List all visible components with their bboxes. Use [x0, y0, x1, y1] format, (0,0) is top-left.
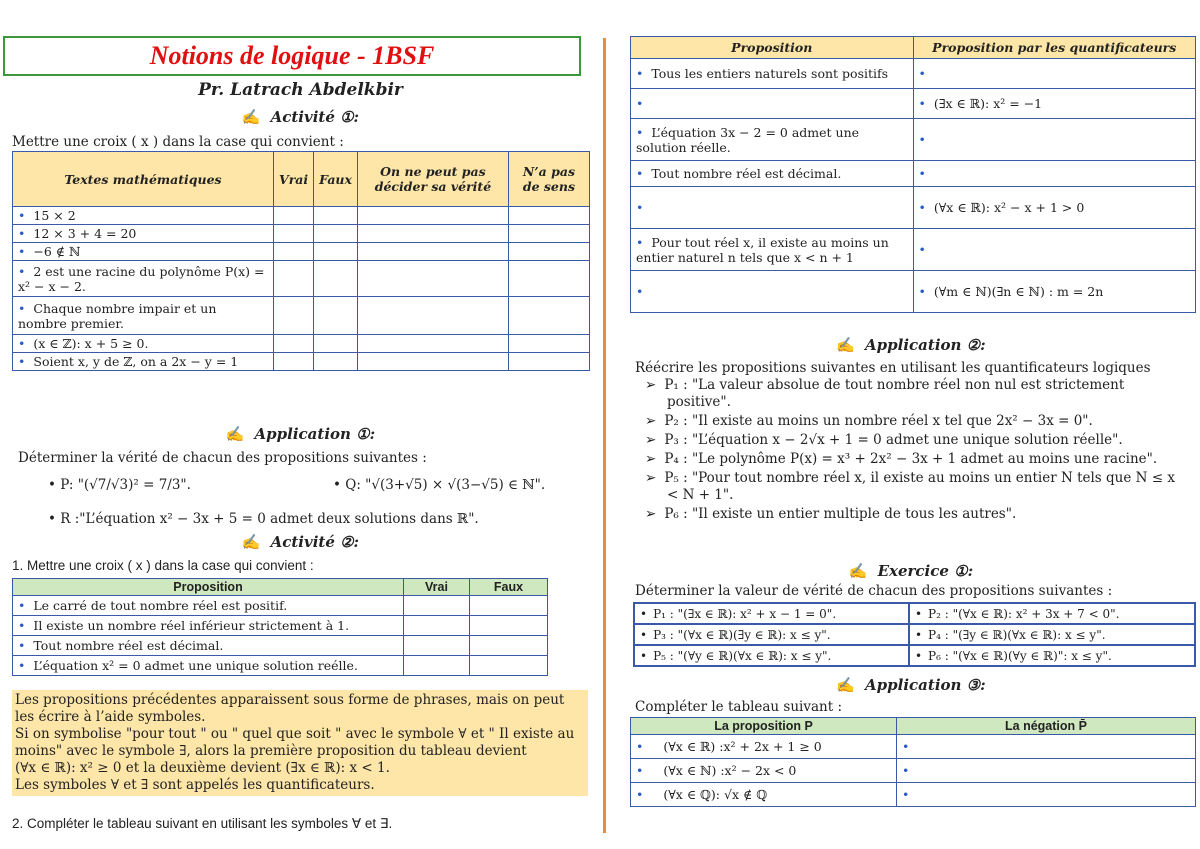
col-header: Textes mathématiques — [13, 152, 274, 207]
quant-cell: • — [913, 119, 1196, 161]
answer-cell[interactable]: • — [897, 735, 1196, 759]
table-row — [631, 735, 1196, 759]
answer-cell[interactable] — [404, 636, 470, 656]
answer-cell[interactable] — [357, 225, 508, 243]
pen-icon: ✍ — [241, 108, 261, 126]
table-row — [13, 261, 590, 297]
answer-cell[interactable]: • — [897, 759, 1196, 783]
activite1-table — [12, 151, 590, 371]
prop-q: • Q: "√(3+√5) × √(3−√5) ∈ ℕ". — [333, 477, 546, 493]
list-item: ➢ P₃ : "L’équation x − 2√x + 1 = 0 admet une unique solution réelle". — [645, 432, 1123, 448]
answer-cell[interactable] — [508, 297, 589, 335]
application3-instruction: Compléter le tableau suivant : — [635, 699, 842, 715]
col-header: La proposition P — [631, 718, 897, 735]
table-row — [13, 353, 590, 371]
activite2-q1: 1. Mettre une croix ( x ) dans la case qui convient : — [12, 558, 314, 573]
answer-cell[interactable] — [314, 297, 358, 335]
col-header: Proposition par les quantificateurs — [913, 37, 1196, 59]
quant-cell: • — [631, 271, 914, 313]
col-header: N’a pas de sens — [508, 152, 589, 207]
answer-cell[interactable] — [357, 297, 508, 335]
answer-cell[interactable] — [508, 207, 589, 225]
answer-cell[interactable] — [469, 596, 547, 616]
table-row — [631, 119, 1196, 161]
row-text: • Soient x, y de ℤ, on a 2x − y = 1 — [13, 353, 274, 371]
row-text: • Chaque nombre impair et un nombre premier. — [13, 297, 274, 335]
row-text: • 12 × 3 + 4 = 20 — [13, 225, 274, 243]
answer-cell[interactable] — [274, 297, 314, 335]
row-text: • (∀x ∈ ℚ): √x ∉ ℚ — [631, 783, 897, 807]
exercise-cell: • P₁ : "(∃x ∈ ℝ): x² + x − 1 = 0". — [634, 603, 909, 624]
quant-cell: • — [913, 229, 1196, 271]
row-text: • L’équation x² = 0 admet une unique solution reélle. — [13, 656, 404, 676]
application1-heading: ✍ Application ①: — [225, 425, 376, 443]
table-row — [13, 656, 548, 676]
page-title: Notions de logique - 1BSF — [149, 41, 435, 70]
table-row — [13, 297, 590, 335]
table-row — [13, 335, 590, 353]
answer-cell[interactable] — [274, 261, 314, 297]
answer-cell[interactable] — [357, 335, 508, 353]
table-row — [13, 225, 590, 243]
answer-cell[interactable] — [508, 353, 589, 371]
row-text: • (∀x ∈ ℕ) :x² − 2x < 0 — [631, 759, 897, 783]
exercice1-heading: ✍ Exercice ①: — [848, 562, 974, 580]
exercice1-instruction: Déterminer la valeur de vérité de chacun des propositions suivantes : — [635, 583, 1113, 599]
quant-cell: • (∀x ∈ ℝ): x² − x + 1 > 0 — [913, 187, 1196, 229]
exercise-cell: • P₂ : "(∀x ∈ ℝ): x² + 3x + 7 < 0". — [909, 603, 1195, 624]
answer-cell[interactable] — [404, 616, 470, 636]
application2-heading: ✍ Application ②: — [836, 336, 986, 354]
answer-cell[interactable] — [357, 261, 508, 297]
pen-icon: ✍ — [225, 425, 245, 443]
row-text: • Le carré de tout nombre réel est positif. — [13, 596, 404, 616]
table-row — [631, 759, 1196, 783]
answer-cell[interactable] — [274, 207, 314, 225]
application1-instruction: Déterminer la vérité de chacun des propositions suivantes : — [18, 450, 427, 466]
answer-cell[interactable] — [508, 335, 589, 353]
activite1-heading: ✍ Activité ①: — [241, 108, 360, 126]
activite1-instruction: Mettre une croix ( x ) dans la case qui convient : — [12, 134, 344, 150]
table-row — [13, 636, 548, 656]
table-row — [631, 187, 1196, 229]
col-header: On ne peut pas décider sa vérité — [357, 152, 508, 207]
answer-cell[interactable] — [357, 207, 508, 225]
quant-cell: • Tout nombre réel est décimal. — [631, 161, 914, 187]
exercise-cell: • P₆ : "(∀x ∈ ℝ)(∀y ∈ ℝ)": x ≤ y". — [909, 645, 1195, 666]
table-row — [13, 616, 548, 636]
answer-cell[interactable] — [357, 353, 508, 371]
quant-cell: • L’équation 3x − 2 = 0 admet une solution réelle. — [631, 119, 914, 161]
row-text: • 15 × 2 — [13, 207, 274, 225]
table-row — [631, 783, 1196, 807]
note-box: Les propositions précédentes apparaissent sous forme de phrases, mais on peut les écrire à l’aide symboles. Si on symbolise "pour tout " ou " quel que soit " avec le symbole ∀ et " Il existe au moins" avec le symbole ∃, alors la première proposition du tableau devient (∀x ∈ ℝ): x² ≥ 0 et la deuxième devient (∃x ∈ ℝ): x < 1. Les symboles ∀ et ∃ sont appelés les quantificateurs. — [12, 690, 588, 796]
answer-cell[interactable]: • — [897, 783, 1196, 807]
col-header: Vrai — [404, 579, 470, 596]
exercice1-table — [633, 602, 1196, 667]
answer-cell[interactable] — [404, 656, 470, 676]
table-row — [13, 243, 590, 261]
table-row — [631, 89, 1196, 119]
prop-p: • P: "(√7/√3)² = 7/3". — [48, 477, 191, 493]
answer-cell[interactable] — [314, 207, 358, 225]
col-header: Faux — [469, 579, 547, 596]
answer-cell[interactable] — [274, 335, 314, 353]
row-text: • Tout nombre réel est décimal. — [13, 636, 404, 656]
column-divider — [603, 38, 606, 833]
pen-icon: ✍ — [848, 562, 868, 580]
answer-cell[interactable] — [314, 353, 358, 371]
list-item: ➢ P₆ : "Il existe un entier multiple de tous les autres". — [645, 506, 1017, 522]
quant-cell: • Tous les entiers naturels sont positifs — [631, 59, 914, 89]
table-row — [634, 603, 1195, 624]
table-row — [631, 161, 1196, 187]
answer-cell[interactable] — [469, 636, 547, 656]
quant-cell: • Pour tout réel x, il existe au moins un entier naturel n tels que x < n + 1 — [631, 229, 914, 271]
activite2-table — [12, 578, 548, 676]
answer-cell[interactable] — [274, 243, 314, 261]
activite2-q2: 2. Compléter le tableau suivant en utilisant les symboles ∀ et ∃. — [12, 816, 393, 831]
application3-table — [630, 717, 1196, 807]
pen-icon: ✍ — [241, 533, 261, 551]
author: Pr. Latrach Abdelkbir — [198, 80, 403, 100]
row-text: • 2 est une racine du polynôme P(x) = x² − x − 2. — [13, 261, 274, 297]
row-text: • (∀x ∈ ℝ) :x² + 2x + 1 ≥ 0 — [631, 735, 897, 759]
row-text: • Il existe un nombre réel inférieur strictement à 1. — [13, 616, 404, 636]
col-header: Vrai — [274, 152, 314, 207]
quant-cell: • — [913, 59, 1196, 89]
answer-cell[interactable] — [314, 243, 358, 261]
prop-r: • R :"L’équation x² − 3x + 5 = 0 admet deux solutions dans ℝ". — [48, 511, 479, 527]
col-header: Proposition — [631, 37, 914, 59]
answer-cell[interactable] — [274, 225, 314, 243]
exercise-cell: • P₅ : "(∀y ∈ ℝ)(∀x ∈ ℝ): x ≤ y". — [634, 645, 909, 666]
quant-cell: • (∃x ∈ ℝ): x² = −1 — [913, 89, 1196, 119]
quant-cell: • — [913, 161, 1196, 187]
list-item: ➢ P₁ : "La valeur absolue de tout nombre réel non nul est strictement positive". — [645, 377, 1125, 410]
answer-cell[interactable] — [469, 656, 547, 676]
answer-cell[interactable] — [314, 335, 358, 353]
row-text: • (x ∈ ℤ): x + 5 ≥ 0. — [13, 335, 274, 353]
answer-cell[interactable] — [508, 225, 589, 243]
list-item: ➢ P₂ : "Il existe au moins un nombre réel x tel que 2x² − 3x = 0". — [645, 413, 1093, 429]
quant-cell: • — [631, 187, 914, 229]
col-header: La négation P̄ — [897, 718, 1196, 735]
answer-cell[interactable] — [508, 261, 589, 297]
quantifier-table — [630, 36, 1196, 313]
quant-cell: • — [631, 89, 914, 119]
col-header: Faux — [314, 152, 358, 207]
answer-cell[interactable] — [314, 261, 358, 297]
pen-icon: ✍ — [836, 336, 856, 354]
title-box — [3, 36, 581, 76]
table-row — [631, 59, 1196, 89]
answer-cell[interactable] — [314, 225, 358, 243]
application2-list — [645, 377, 1185, 525]
table-row — [631, 229, 1196, 271]
list-item: ➢ P₄ : "Le polynôme P(x) = x³ + 2x² − 3x + 1 admet au moins une racine". — [645, 451, 1158, 467]
table-row — [13, 207, 590, 225]
application3-heading: ✍ Application ③: — [836, 676, 986, 694]
table-row — [13, 596, 548, 616]
pen-icon: ✍ — [836, 676, 856, 694]
answer-cell[interactable] — [469, 616, 547, 636]
application2-instruction: Réécrire les propositions suivantes en utilisant les quantificateurs logiques — [635, 360, 1151, 376]
row-text: • −6 ∉ ℕ — [13, 243, 274, 261]
answer-cell[interactable] — [508, 243, 589, 261]
exercise-cell: • P₃ : "(∀x ∈ ℝ)(∃y ∈ ℝ): x ≤ y". — [634, 624, 909, 645]
quant-cell: • (∀m ∈ ℕ)(∃n ∈ ℕ) : m = 2n — [913, 271, 1196, 313]
answer-cell[interactable] — [357, 243, 508, 261]
col-header: Proposition — [13, 579, 404, 596]
answer-cell[interactable] — [404, 596, 470, 616]
answer-cell[interactable] — [274, 353, 314, 371]
table-row — [634, 645, 1195, 666]
table-row — [631, 271, 1196, 313]
list-item: ➢ P₅ : "Pour tout nombre réel x, il existe au moins un entier N tels que N ≤ x < N + 1". — [645, 470, 1175, 503]
activite2-heading: ✍ Activité ②: — [241, 533, 360, 551]
exercise-cell: • P₄ : "(∃y ∈ ℝ)(∀x ∈ ℝ): x ≤ y". — [909, 624, 1195, 645]
table-row — [634, 624, 1195, 645]
